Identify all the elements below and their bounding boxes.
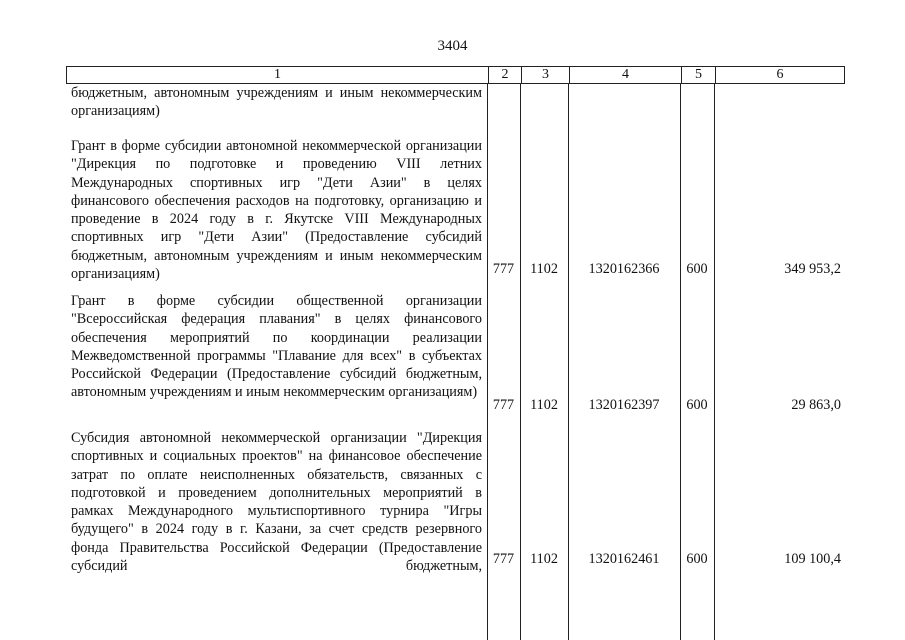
row-expense-type: 600	[686, 551, 708, 567]
row-amount: 109 100,4	[784, 551, 841, 567]
row-description: Субсидия автономной некоммерческой организации "Дирекция спортивных и социальных проектов" на финансовое обеспечение затрат по оплате неисполненных обязательств, связанных с подготовкой и проведением дополнительных мероприятий в рамках Международного мультиспортивного турнира "Игры будущего" в 2024 году в г. Казани, за счет средств резервного фонда Правительства Российской Федерации (Предоставление субсидий бюджетным,	[71, 430, 482, 575]
continuation-text: бюджетным, автономным учреждениям и иным некоммерческим организациям)	[71, 85, 482, 120]
row-ministry-code: 777	[492, 261, 515, 277]
row-target-article: 1320162397	[588, 397, 660, 413]
row-ministry-code: 777	[492, 551, 515, 567]
row-description: Грант в форме субсидии автономной некоммерческой организации "Дирекция по подготовке и проведению VIII летних Международных спортивных игр "Дети Азии" в целях финансового обеспечения расходов на подготовку, организацию и проведение в 2024 году в г. Якутске VIII Международных спортивных игр "Дети Азии" (Предоставление субсидий бюджетным, автономным учреждениям и иным некоммерческим организациям)	[71, 138, 482, 283]
header-col-2: 2	[488, 67, 521, 83]
row-ministry-code: 777	[492, 397, 515, 413]
page-number: 3404	[437, 38, 468, 54]
row-target-article: 1320162366	[588, 261, 660, 277]
row-section-code: 1102	[530, 551, 558, 567]
table-header-row	[66, 66, 845, 84]
header-col-6: 6	[715, 67, 844, 83]
header-col-4: 4	[569, 67, 681, 83]
row-target-article: 1320162461	[588, 551, 660, 567]
row-section-code: 1102	[530, 261, 558, 277]
row-section-code: 1102	[530, 397, 558, 413]
header-col-5: 5	[681, 67, 715, 83]
header-col-3: 3	[521, 67, 569, 83]
row-expense-type: 600	[686, 397, 708, 413]
row-amount: 349 953,2	[784, 261, 841, 277]
row-amount: 29 863,0	[791, 397, 841, 413]
header-col-1: 1	[274, 67, 281, 82]
row-expense-type: 600	[686, 261, 708, 277]
row-description: Грант в форме субсидии общественной организации "Всероссийская федерация плавания" в целях финансового обеспечения мероприятий по координации реализации Межведомственной программы "Плавание для всех" в субъектах Российской Федерации (Предоставление субсидий бюджетным, автономным учреждениям и иным некоммерческим организациям)	[71, 293, 482, 401]
